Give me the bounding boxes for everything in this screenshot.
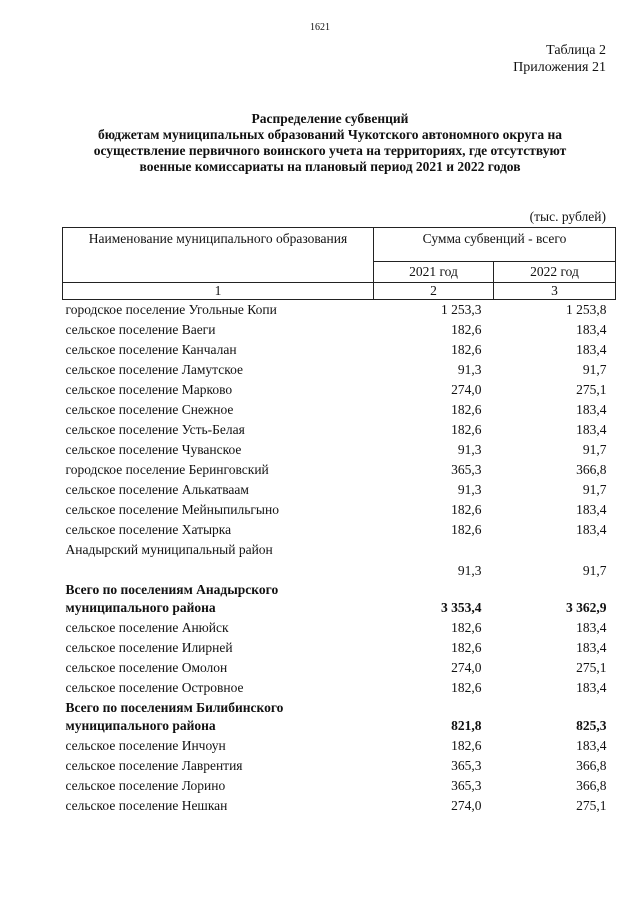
- row-value-2021: 182,6: [451, 738, 482, 753]
- row-value-2022: 183,4: [576, 640, 607, 655]
- row-value-2022: 275,1: [576, 798, 607, 813]
- row-name: сельское поселение Инчоун: [65, 738, 226, 753]
- row-value-2022: 275,1: [576, 660, 607, 675]
- header-year-2021: 2021 год: [374, 262, 494, 283]
- row-value-2021: 91,3: [457, 362, 482, 377]
- row-name: сельское поселение Снежное: [65, 402, 234, 417]
- row-value-2021: 365,3: [451, 778, 482, 793]
- row-name: сельское поселение Омолон: [65, 660, 228, 675]
- row-name: сельское поселение Хатырка: [65, 522, 232, 537]
- row-value-2022: 183,4: [576, 680, 607, 695]
- header-year-2022: 2022 год: [494, 262, 616, 283]
- title-line-4: военные комиссариаты на плановый период 2021 и 2022 годов: [139, 159, 521, 174]
- table-row: [63, 678, 616, 698]
- header-total: Сумма субвенций - всего: [374, 228, 616, 262]
- row-value-2021: 274,0: [451, 798, 482, 813]
- row-name: сельское поселение Илирней: [65, 640, 233, 655]
- row-name: сельское поселение Ваеги: [65, 322, 216, 337]
- row-value-2022: 91,7: [582, 482, 607, 497]
- row-value-2022: 183,4: [576, 522, 607, 537]
- table-row: [63, 500, 616, 520]
- row-value-2021: 91,3: [457, 442, 482, 457]
- row-value-2021: 274,0: [451, 660, 482, 675]
- row-value-2022: 366,8: [576, 758, 607, 773]
- row-value-2022: 366,8: [576, 462, 607, 477]
- row-name: городское поселение Беринговский: [65, 462, 269, 477]
- table-row: [63, 658, 616, 678]
- header-col-number-1: 1: [63, 283, 374, 300]
- row-value-2021: 274,0: [451, 382, 482, 397]
- table-row: [63, 460, 616, 480]
- title-line-3: осуществление первичного воинского учета на территориях, где отсутствуют: [93, 143, 567, 158]
- row-name: сельское поселение Анюйск: [65, 620, 229, 635]
- row-value-2021: 182,6: [451, 422, 482, 437]
- table-row: [63, 480, 616, 500]
- row-name: Анадырский муниципальный район: [65, 542, 273, 557]
- row-name: сельское поселение Лорино: [65, 778, 226, 793]
- row-value-2021: 182,6: [451, 522, 482, 537]
- row-value-2021: 182,6: [451, 502, 482, 517]
- row-value-2022: 91,7: [582, 442, 607, 457]
- row-name: сельское поселение Канчалан: [65, 342, 237, 357]
- row-value-2021: 1 253,3: [441, 302, 482, 317]
- table-header: [63, 228, 616, 300]
- table-row: [63, 796, 616, 816]
- table-row: [63, 340, 616, 360]
- table-row: [63, 400, 616, 420]
- title-line-2: бюджетам муниципальных образований Чукотского автономного округа на: [97, 127, 563, 142]
- title-line-1: Распределение субвенций: [251, 111, 409, 126]
- row-value-2022: 183,4: [576, 502, 607, 517]
- row-value-2021: 182,6: [451, 640, 482, 655]
- header-col-number-3: 3: [494, 283, 616, 300]
- table-row: [63, 580, 616, 618]
- row-value-2022: 183,4: [576, 738, 607, 753]
- table-row: [63, 380, 616, 400]
- row-value-2021: 182,6: [451, 620, 482, 635]
- row-value-2021: 365,3: [451, 462, 482, 477]
- subsidy-table: [62, 227, 616, 816]
- row-name: сельское поселение Марково: [65, 382, 233, 397]
- table-row: [63, 756, 616, 776]
- row-value-2022: 825,3: [576, 718, 607, 733]
- row-value-2021: 182,6: [451, 402, 482, 417]
- row-value-2022: 91,7: [582, 563, 607, 578]
- row-name: сельское поселение Мейныпильгыно: [65, 502, 279, 517]
- table-row: [63, 540, 616, 580]
- row-value-2022: 183,4: [576, 402, 607, 417]
- row-value-2022: 183,4: [576, 322, 607, 337]
- table-caption: [513, 42, 606, 76]
- table-row: [63, 360, 616, 380]
- row-value-2021: 91,3: [457, 482, 482, 497]
- table-row: [63, 440, 616, 460]
- row-name: сельское поселение Островное: [65, 680, 244, 695]
- table-body: [63, 300, 616, 817]
- header-col-number-2: 2: [374, 283, 494, 300]
- header-name: Наименование муниципального образования: [63, 228, 374, 283]
- row-value-2022: 275,1: [576, 382, 607, 397]
- table-label: Таблица 2: [546, 43, 606, 58]
- row-value-2021: 3 353,4: [441, 600, 482, 615]
- row-value-2022: 183,4: [576, 422, 607, 437]
- table-row: [63, 776, 616, 796]
- row-value-2021: 182,6: [451, 342, 482, 357]
- row-value-2022: 91,7: [582, 362, 607, 377]
- table-row: [63, 638, 616, 658]
- row-name: Всего по поселениям Анадырского муниципального района: [65, 582, 279, 615]
- row-name: Всего по поселениям Билибинского муниципального района: [65, 700, 284, 733]
- row-value-2022: 3 362,9: [566, 600, 607, 615]
- row-value-2022: 183,4: [576, 620, 607, 635]
- table-row: [63, 520, 616, 540]
- row-name: сельское поселение Чуванское: [65, 442, 242, 457]
- row-value-2021: 182,6: [451, 680, 482, 695]
- row-name: сельское поселение Ламутское: [65, 362, 243, 377]
- appendix-label: Приложения 21: [513, 60, 606, 75]
- row-value-2021: 365,3: [451, 758, 482, 773]
- row-value-2022: 1 253,8: [566, 302, 607, 317]
- table-row: [63, 320, 616, 340]
- row-name: сельское поселение Алькатваам: [65, 482, 249, 497]
- units-label: (тыс. рублей): [529, 209, 606, 224]
- table-row: [63, 736, 616, 756]
- row-value-2022: 366,8: [576, 778, 607, 793]
- row-name: сельское поселение Усть-Белая: [65, 422, 245, 437]
- row-value-2021: 182,6: [451, 322, 482, 337]
- row-value-2021: 821,8: [451, 718, 482, 733]
- document-title: [40, 111, 620, 175]
- row-name: сельское поселение Нешкан: [65, 798, 228, 813]
- page-number: 1621: [310, 22, 330, 33]
- table-row: [63, 300, 616, 321]
- row-name: городское поселение Угольные Копи: [65, 302, 277, 317]
- table-row: [63, 420, 616, 440]
- row-name: сельское поселение Лаврентия: [65, 758, 243, 773]
- table-row: [63, 698, 616, 736]
- row-value-2022: 183,4: [576, 342, 607, 357]
- row-value-2021: 91,3: [457, 563, 482, 578]
- table-row: [63, 618, 616, 638]
